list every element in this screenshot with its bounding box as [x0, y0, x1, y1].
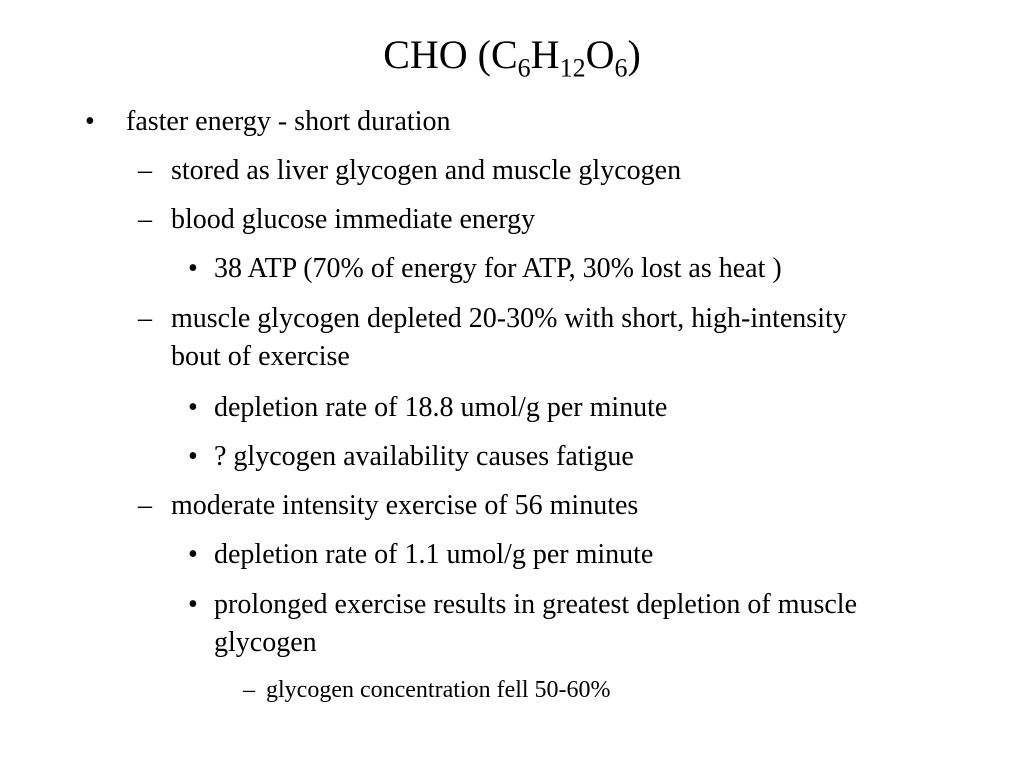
bullet-level3 — [188, 586, 913, 662]
bullet-text: depletion rate of 18.8 umol/g per minute — [214, 392, 668, 423]
bullet-level3 — [188, 536, 988, 574]
bullet-text: muscle glycogen depleted 20-30% with short, high-intensity bout of exercise — [171, 303, 847, 372]
dash-marker: – — [138, 155, 152, 186]
slide-title — [0, 32, 1024, 83]
bullet-level3 — [188, 250, 988, 288]
bullet-level2 — [138, 201, 938, 239]
bullet-text: moderate intensity exercise of 56 minutes — [171, 490, 639, 521]
bullet-marker: • — [188, 539, 198, 570]
bullet-level2 — [138, 300, 898, 376]
bullet-text: stored as liver glycogen and muscle glycogen — [171, 155, 682, 186]
bullet-text: blood glucose immediate energy — [171, 204, 536, 235]
bullet-marker: • — [188, 253, 198, 284]
dash-marker: – — [243, 677, 255, 703]
bullet-level2 — [138, 487, 938, 525]
bullet-text: ? glycogen availability causes fatigue — [214, 441, 634, 472]
bullet-marker: • — [188, 589, 198, 620]
bullet-text: prolonged exercise results in greatest depletion of muscle glycogen — [214, 589, 858, 658]
title-c-subscript: 6 — [517, 53, 531, 83]
dash-marker: – — [138, 303, 152, 334]
bullet-level3 — [188, 389, 988, 427]
bullet-level1 — [85, 103, 985, 141]
bullet-level2 — [138, 152, 938, 190]
bullet-marker: • — [188, 441, 198, 472]
bullet-marker: • — [85, 106, 95, 137]
bullet-level3 — [188, 438, 988, 476]
title-o-subscript: 6 — [614, 53, 628, 83]
bullet-marker: • — [188, 392, 198, 423]
title-o: O — [585, 32, 615, 77]
bullet-text: faster energy - short duration — [126, 106, 451, 137]
bullet-level4 — [243, 674, 943, 706]
title-h: H — [530, 32, 560, 77]
dash-marker: – — [138, 204, 152, 235]
bullet-text: depletion rate of 1.1 umol/g per minute — [214, 539, 654, 570]
title-prefix: CHO (C — [383, 32, 518, 77]
title-suffix: ) — [627, 32, 641, 77]
title-h-subscript: 12 — [559, 53, 586, 83]
bullet-text: 38 ATP (70% of energy for ATP, 30% lost as heat ) — [214, 253, 782, 284]
dash-marker: – — [138, 490, 152, 521]
bullet-text: glycogen concentration fell 50-60% — [266, 677, 611, 703]
